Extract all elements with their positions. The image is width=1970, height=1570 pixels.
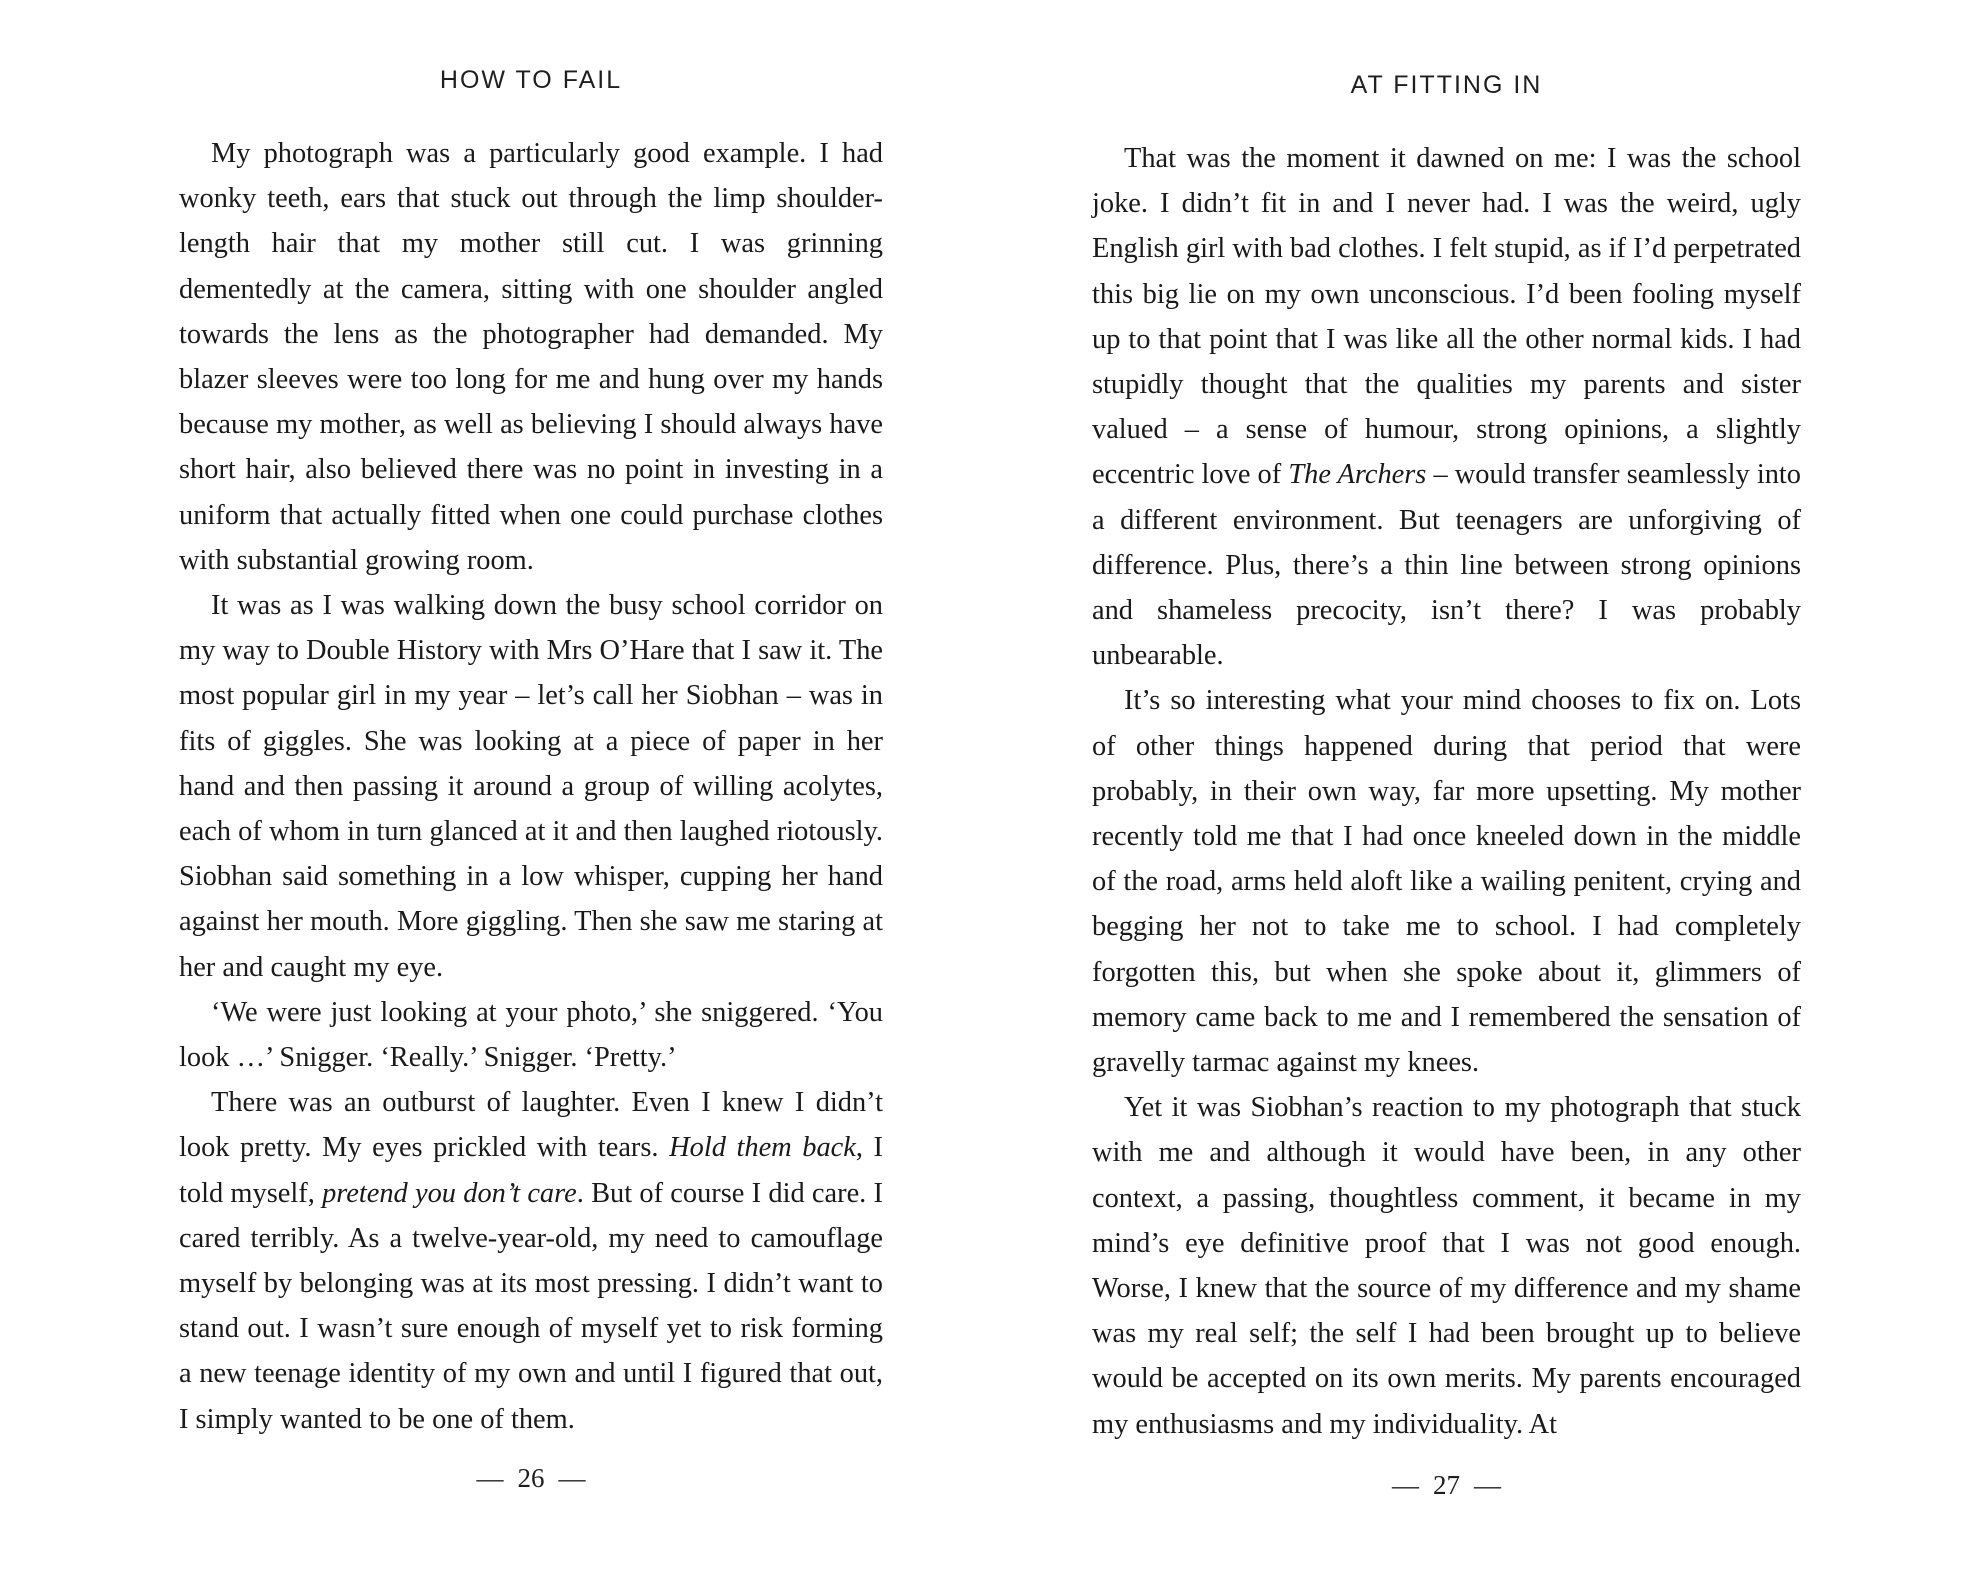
paragraph: [1092, 678, 1801, 1085]
folio-dash: —: [1474, 1470, 1501, 1500]
paragraph: [179, 131, 883, 583]
italic-text: Hold them back: [669, 1132, 856, 1164]
folio-dash: —: [558, 1463, 586, 1493]
left-page-body: [179, 131, 883, 1442]
page-number-left: [179, 1463, 883, 1494]
text-run: It was as I was walking down the busy school corridor on my way to Double History with Mrs O’Hare that I saw it. The most popular girl in my year – let’s call her Siobhan – was in fits of giggles. She was looking at a piece of paper in her hand and then passing it around a group of willing acolytes, each of whom in turn glanced at it and then laughed riotously. Siobhan said something in a low whisper, cupping her hand against her mouth. More giggling. Then she saw me staring at her and caught my eye.: [179, 590, 883, 983]
text-run: . But of course I did care. I cared terribly. As a twelve-year-old, my need to camouflage myself by belonging was at its most pressing. I didn’t want to stand out. I wasn’t sure enough of myself yet to risk forming a new teenage identity of my own and until I figured that out, I simply wanted to be one of them.: [179, 1177, 883, 1435]
text-run: My photograph was a particularly good example. I had wonky teeth, ears that stuck out through the limp shoulder-length hair that my mother still cut. I was grinning dementedly at the camera, sitting with one shoulder angled towards the lens as the photographer had demanded. My blazer sleeves were too long for me and hung over my hands because my mother, as well as believing I should always have short hair, also believed there was no point in investing in a uniform that actually fitted when one could purchase clothes with substantial growing room.: [179, 138, 883, 576]
page-number-value: 26: [517, 1463, 545, 1493]
folio-dash: —: [1392, 1470, 1419, 1500]
running-head-right: AT FITTING IN: [1350, 71, 1543, 99]
paragraph: [1092, 1085, 1801, 1447]
text-run: Yet it was Siobhan’s reaction to my photograph that stuck with me and although it would have been, in any other context, a passing, thoughtless comment, it became in my mind’s eye definitive proof that I was not good enough. Worse, I knew that the source of my difference and my shame was my real self; the self I had been brought up to believe would be accepted on its own merits. My parents encouraged my enthusiasms and my individuality. At: [1092, 1092, 1801, 1440]
italic-text: pretend you don’t care: [322, 1177, 577, 1209]
paragraph: [179, 1080, 883, 1442]
text-run: – would transfer seamlessly into a different environment. But teenagers are unforgiving of difference. Plus, there’s a thin line between strong opinions and shameless precocity, isn’t there? I was probably unbearable.: [1092, 459, 1801, 672]
text-run: There was an outburst of laughter. Even I knew I didn’t look pretty. My eyes prickled with tears.: [179, 1087, 883, 1164]
page-number-right: [1092, 1470, 1801, 1501]
paragraph: [179, 583, 883, 990]
text-run: That was the moment it dawned on me: I was the school joke. I didn’t fit in and I never had. I was the weird, ugly English girl with bad clothes. I felt stupid, as if I’d perpetrated this big lie on my own unconscious. I’d been fooling myself up to that point that I was like all the other normal kids. I had stupidly thought that the qualities my parents and sister valued – a sense of humour, strong opinions, a slightly eccentric love of: [1092, 143, 1801, 491]
right-page: [1092, 0, 1801, 1570]
text-run: , I told myself,: [179, 1132, 883, 1209]
text-run: It’s so interesting what your mind chooses to fix on. Lots of other things happened during that period that were probably, in their own way, far more upsetting. My mother recently told me that I had once kneeled down in the middle of the road, arms held aloft like a wailing penitent, crying and begging her not to take me to school. I had completely forgotten this, but when she spoke about it, glimmers of memory came back to me and I remembered the sensation of gravelly tarmac against my knees.: [1092, 685, 1801, 1079]
page-number-value: 27: [1433, 1470, 1460, 1500]
running-head-left: HOW TO FAIL: [439, 66, 623, 94]
right-page-body: [1092, 136, 1801, 1447]
italic-text: The Archers: [1288, 459, 1427, 491]
left-page: [179, 0, 883, 1570]
paragraph: [179, 990, 883, 1080]
paragraph: [1092, 136, 1801, 678]
folio-dash: —: [476, 1463, 504, 1493]
text-run: ‘We were just looking at your photo,’ she sniggered. ‘You look …’ Snigger. ‘Really.’ Snigger. ‘Pretty.’: [179, 996, 883, 1074]
